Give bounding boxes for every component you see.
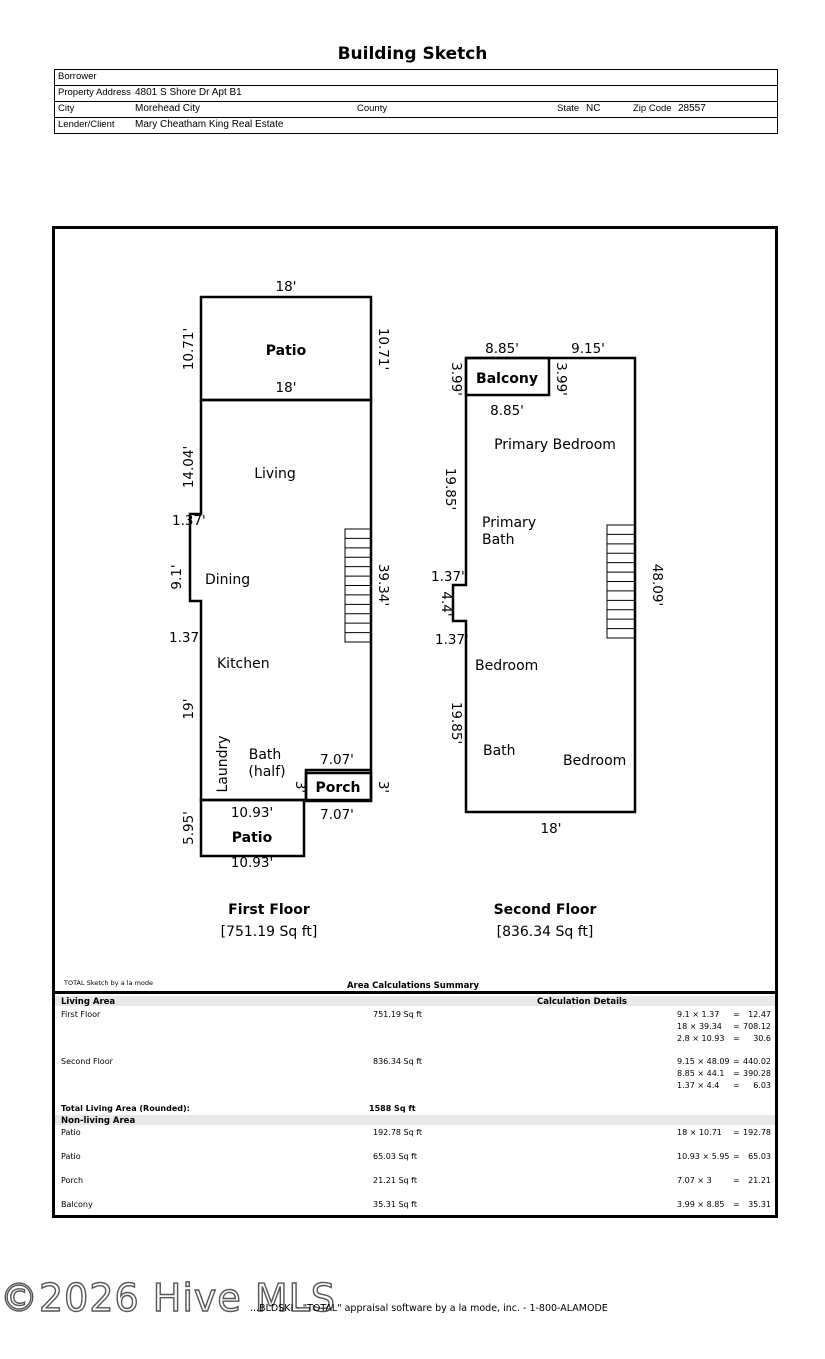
room-label: Bath (482, 532, 515, 548)
room-label: Laundry (215, 735, 231, 793)
calc-result: 30.6 (753, 1034, 771, 1043)
dim-label: 4.4' (438, 591, 454, 617)
calc-formula: 1.37 × 4.4 (677, 1081, 720, 1090)
lender-row (55, 118, 777, 134)
dim-label: 8.85' (490, 403, 524, 419)
dim-label: 7.07' (320, 752, 354, 768)
nonliving-row-name: Patio (61, 1128, 81, 1137)
calc-equals: = (733, 1069, 740, 1078)
state-value: NC (586, 103, 601, 114)
mls-watermark: ©2026 Hive MLS (0, 1276, 336, 1320)
software-credit: ...BLDSKI - "TOTAL" appraisal software by a la mode, inc. - 1-800-ALAMODE (250, 1303, 608, 1314)
dim-label: 1.37' (435, 632, 469, 648)
dim-label: 10.93' (230, 805, 274, 821)
calc-equals: = (733, 1152, 740, 1161)
room-label: Bath (248, 747, 282, 763)
second-floor-area: [836.34 Sq ft] (496, 924, 594, 940)
calc-equals: = (733, 1034, 740, 1043)
room-label: (half) (248, 764, 286, 780)
city-row (55, 102, 777, 118)
borrower-label: Borrower (58, 71, 97, 82)
second-floor-title: Second Floor (493, 902, 597, 918)
dim-label: 1.37' (172, 513, 206, 529)
dim-label: 1.37' (431, 569, 465, 585)
calc-formula: 9.15 × 48.09 (677, 1057, 730, 1066)
calc-formula: 7.07 × 3 (677, 1176, 712, 1185)
calc-formula: 10.93 × 5.95 (677, 1152, 730, 1161)
county-label: County (357, 103, 388, 114)
dim-label: 18' (275, 279, 297, 295)
dim-label: 3.99' (448, 362, 464, 396)
sketch-credit: TOTAL Sketch by a la mode (64, 979, 154, 987)
property-header-table (54, 69, 778, 134)
room-label: Living (254, 466, 296, 482)
lender-label: Lender/Client (58, 119, 115, 130)
dim-label: 19' (181, 698, 197, 720)
nonliving-row-area: 35.31 Sq ft (373, 1200, 417, 1209)
calc-result: 6.03 (753, 1081, 771, 1090)
first-floor-area: [751.19 Sq ft] (220, 924, 318, 940)
calc-equals: = (733, 1200, 740, 1209)
room-label: Primary (482, 515, 537, 531)
nonliving-row-area: 65.03 Sq ft (373, 1152, 417, 1161)
dim-label: 9.15' (571, 341, 605, 357)
calc-result: 440.02 (743, 1057, 771, 1066)
dim-label: 3' (292, 780, 308, 794)
calc-result: 65.03 (748, 1152, 771, 1161)
living-row-area: 836.34 Sq ft (373, 1057, 423, 1066)
nonliving-row-name: Porch (61, 1176, 84, 1185)
calc-formula: 18 × 39.34 (677, 1022, 722, 1031)
calc-result: 35.31 (748, 1200, 771, 1209)
borrower-row (55, 70, 777, 86)
dim-label: 14.04' (181, 445, 197, 489)
dim-label: 18' (275, 380, 297, 396)
state-label: State (557, 103, 580, 114)
room-label: Bedroom (563, 753, 627, 769)
dim-label: 7.07' (320, 807, 354, 823)
room-label: Balcony (476, 371, 538, 387)
calc-formula: 8.85 × 44.1 (677, 1069, 725, 1078)
calc-equals: = (733, 1010, 740, 1019)
sketch-frame (52, 226, 778, 1218)
nonliving-area-header-row (55, 1115, 775, 1125)
dim-label: 8.85' (485, 341, 519, 357)
room-label: Bath (483, 743, 516, 759)
room-label: Kitchen (217, 656, 270, 672)
dim-label: 39.34' (375, 563, 391, 607)
address-value: 4801 S Shore Dr Apt B1 (135, 87, 242, 98)
living-row-name: Second Floor (61, 1057, 113, 1066)
room-label: Primary Bedroom (494, 437, 616, 453)
calc-equals: = (733, 1176, 740, 1185)
floor-plan-drawing (55, 229, 775, 991)
stair-treads-1 (345, 538, 371, 632)
calc-formula: 3.99 × 8.85 (677, 1200, 725, 1209)
calc-result: 192.78 (743, 1128, 771, 1137)
room-label: Dining (205, 572, 251, 588)
nonliving-row-name: Balcony (61, 1200, 93, 1209)
lender-value: Mary Cheatham King Real Estate (135, 119, 284, 130)
living-area-header: Living Area (61, 997, 116, 1007)
room-label: Patio (265, 343, 307, 359)
dim-label: 19.85' (448, 701, 464, 745)
calc-result: 21.21 (748, 1176, 771, 1185)
calc-formula: 18 × 10.71 (677, 1128, 722, 1137)
calc-result: 708.12 (743, 1022, 771, 1031)
calc-equals: = (733, 1128, 740, 1137)
calc-result: 390.28 (743, 1069, 771, 1078)
dim-label: 10.93' (230, 855, 274, 871)
stair-treads-2 (607, 534, 635, 628)
area-calculations-table (55, 991, 775, 1218)
dim-label: 19.85' (442, 467, 458, 511)
living-row-area: 751.19 Sq ft (373, 1010, 423, 1019)
room-label: Porch (315, 780, 361, 796)
dim-label: 3.99' (553, 362, 569, 396)
living-row-name: First Floor (61, 1010, 101, 1019)
room-label: Patio (231, 830, 273, 846)
nonliving-area-header: Non-living Area (61, 1116, 136, 1126)
nonliving-row-area: 21.21 Sq ft (373, 1176, 417, 1185)
dim-label: 5.95' (181, 811, 197, 845)
page-title: Building Sketch (337, 44, 488, 64)
calc-equals: = (733, 1022, 740, 1031)
dim-label: 3' (375, 780, 391, 794)
calc-result: 12.47 (748, 1010, 771, 1019)
dim-label: 10.71' (181, 327, 197, 371)
living-area-header-row (55, 996, 775, 1006)
second-floor-outline (453, 358, 635, 812)
dim-label: 48.09' (649, 563, 665, 607)
nonliving-row-name: Patio (61, 1152, 81, 1161)
dim-label: 9.1' (169, 564, 185, 590)
address-row (55, 86, 777, 102)
address-label: Property Address (58, 87, 131, 98)
calc-details-header: Calculation Details (537, 997, 627, 1007)
calc-title: Area Calculations Summary (346, 981, 480, 991)
first-floor-left-wall (190, 400, 306, 800)
zip-label: Zip Code (633, 103, 672, 114)
total-living-value: 1588 Sq ft (369, 1104, 416, 1113)
calc-equals: = (733, 1081, 740, 1090)
dim-label: 10.71' (375, 327, 391, 371)
zip-value: 28557 (678, 103, 706, 114)
dim-label: 1.37' (169, 630, 203, 646)
calc-formula: 2.8 × 10.93 (677, 1034, 725, 1043)
city-label: City (58, 103, 75, 114)
nonliving-row-area: 192.78 Sq ft (373, 1128, 423, 1137)
calc-equals: = (733, 1057, 740, 1066)
calc-formula: 9.1 × 1.37 (677, 1010, 720, 1019)
first-floor-title: First Floor (228, 902, 310, 918)
city-value: Morehead City (135, 103, 201, 114)
dim-label: 18' (540, 821, 562, 837)
total-living-label: Total Living Area (Rounded): (61, 1104, 190, 1113)
room-label: Bedroom (475, 658, 539, 674)
